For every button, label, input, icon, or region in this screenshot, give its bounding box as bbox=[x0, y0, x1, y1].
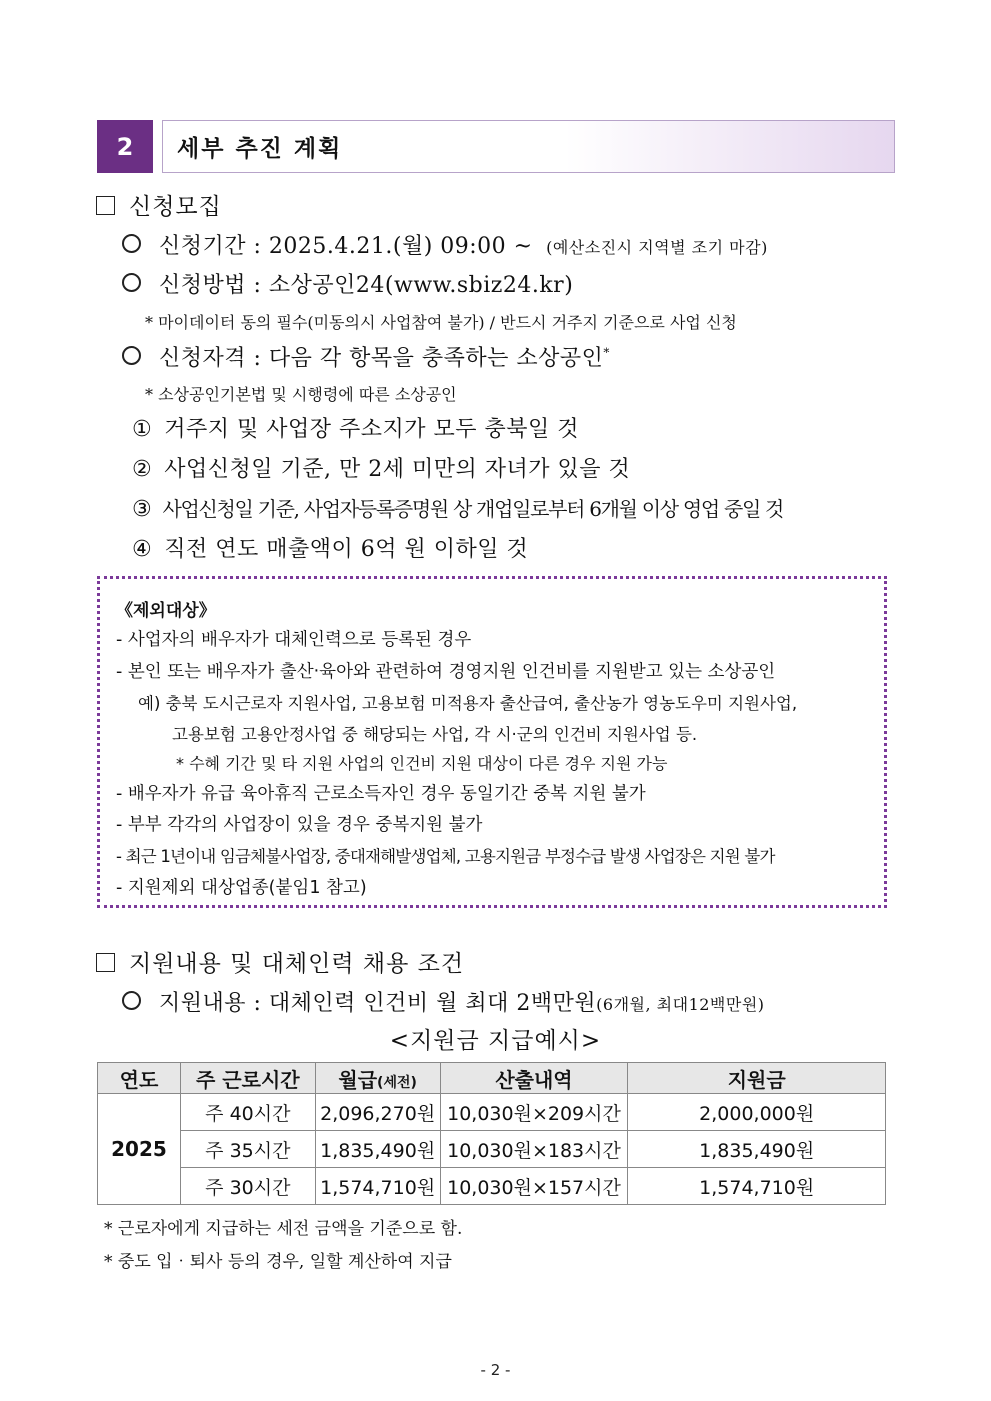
support-example-table bbox=[97, 1062, 886, 1205]
header-calc: 산출내역 bbox=[440, 1063, 628, 1094]
example-title: <지원금 지급예시> bbox=[389, 1028, 602, 1054]
table-row bbox=[98, 1131, 886, 1168]
condition-number: ② bbox=[132, 457, 153, 482]
exclusion-item: - 본인 또는 배우자가 출산‧육아와 관련하여 경영지원 인건비를 지원받고 있는 소상공인 bbox=[116, 662, 776, 682]
circle-bullet-icon bbox=[122, 991, 141, 1010]
header-wage bbox=[315, 1063, 440, 1094]
method-note: * 마이데이터 동의 필수(미동의시 사업참여 불가) / 반드시 거주지 기준으로 사업 신청 bbox=[145, 313, 737, 332]
header-hours: 주 근로시간 bbox=[180, 1063, 315, 1094]
section-title: 세부 추진 계획 bbox=[177, 136, 343, 162]
footnote: * 근로자에게 지급하는 세전 금액을 기준으로 함. bbox=[104, 1219, 463, 1239]
header-amount: 지원금 bbox=[628, 1063, 886, 1094]
wage-cell: 1,835,490원 bbox=[315, 1131, 440, 1168]
amount-cell: 2,000,000원 bbox=[628, 1094, 886, 1131]
condition-text: 사업신청일 기준, 만 2세 미만의 자녀가 있을 것 bbox=[164, 457, 631, 482]
exclusion-item: - 사업자의 배우자가 대체인력으로 등록된 경우 bbox=[116, 630, 472, 650]
exclusion-footnote: * 수혜 기간 및 타 지원 사업의 인건비 지원 대상이 다른 경우 지원 가능 bbox=[176, 754, 668, 773]
calc-cell: 10,030원×157시간 bbox=[440, 1168, 628, 1205]
calc-cell: 10,030원×209시간 bbox=[440, 1094, 628, 1131]
method-line bbox=[122, 268, 573, 299]
condition-text: 거주지 및 사업장 주소지가 모두 충북일 것 bbox=[164, 417, 579, 442]
condition-item bbox=[132, 493, 783, 522]
qualify-line bbox=[122, 341, 610, 372]
footnote: * 중도 입‧퇴사 등의 경우, 일할 계산하여 지급 bbox=[104, 1252, 452, 1272]
circle-bullet-icon bbox=[122, 273, 141, 292]
qualify-star: * bbox=[603, 345, 610, 360]
exclusion-item: - 배우자가 유급 육아휴직 근로소득자인 경우 동일기간 중복 지원 불가 bbox=[116, 784, 646, 804]
period-line bbox=[122, 229, 768, 260]
support-content-line bbox=[122, 986, 765, 1017]
checkbox-square-icon bbox=[96, 196, 115, 215]
support-heading: 지원내용 및 대체인력 채용 조건 bbox=[129, 951, 465, 977]
exclusion-title: 《제외대상》 bbox=[116, 601, 216, 621]
exclusion-item: - 부부 각각의 사업장이 있을 경우 중복지원 불가 bbox=[116, 815, 483, 835]
support-heading-line bbox=[96, 945, 464, 978]
condition-item bbox=[132, 532, 528, 563]
condition-text: 사업신청일 기준, 사업자등록증명원 상 개업일로부터 6개월 이상 영업 중일 것 bbox=[162, 497, 784, 521]
table-row bbox=[98, 1168, 886, 1205]
period-text: 신청기간 : 2025.4.21.(월) 09:00 ~ bbox=[159, 234, 533, 259]
hours-cell: 주 40시간 bbox=[180, 1094, 315, 1131]
condition-number: ① bbox=[132, 417, 153, 442]
exclusion-box bbox=[97, 576, 887, 908]
condition-item bbox=[132, 452, 630, 483]
amount-cell: 1,574,710원 bbox=[628, 1168, 886, 1205]
exclusion-example: 고용보험 고용안정사업 중 해당되는 사업, 각 시‧군의 인건비 지원사업 등. bbox=[172, 725, 698, 744]
condition-number: ④ bbox=[132, 537, 153, 562]
qualify-note: * 소상공인기본법 및 시행령에 따른 소상공인 bbox=[145, 385, 457, 404]
year-cell: 2025 bbox=[98, 1094, 181, 1205]
method-text: 신청방법 : 소상공인24(www.sbiz24.kr) bbox=[159, 273, 574, 298]
circle-bullet-icon bbox=[122, 346, 141, 365]
hours-cell: 주 30시간 bbox=[180, 1168, 315, 1205]
header-wage-sub: (세전) bbox=[377, 1074, 417, 1091]
header-year: 연도 bbox=[98, 1063, 181, 1094]
condition-number: ③ bbox=[132, 497, 151, 522]
recruit-heading-line bbox=[96, 188, 222, 221]
exclusion-example: 예) 충북 도시근로자 지원사업, 고용보험 미적용자 출산급여, 출산농가 영농도우미 지원사업, bbox=[138, 694, 798, 713]
amount-cell: 1,835,490원 bbox=[628, 1131, 886, 1168]
wage-cell: 1,574,710원 bbox=[315, 1168, 440, 1205]
table-row bbox=[98, 1094, 886, 1131]
support-content-note: (6개월, 최대12백만원) bbox=[596, 995, 765, 1014]
checkbox-square-icon bbox=[96, 953, 115, 972]
hours-cell: 주 35시간 bbox=[180, 1131, 315, 1168]
page-number: - 2 - bbox=[480, 1361, 511, 1379]
recruit-heading: 신청모집 bbox=[129, 194, 222, 220]
support-content: 지원내용 : 대체인력 인건비 월 최대 2백만원 bbox=[159, 991, 597, 1016]
exclusion-item: - 지원제외 대상업종(붙임1 참고) bbox=[116, 878, 367, 898]
condition-text: 직전 연도 매출액이 6억 원 이하일 것 bbox=[164, 537, 529, 562]
condition-item bbox=[132, 412, 579, 443]
section-number: 2 bbox=[97, 120, 153, 173]
wage-cell: 2,096,270원 bbox=[315, 1094, 440, 1131]
table-header-row bbox=[98, 1063, 886, 1094]
period-note: (예산소진시 지역별 조기 마감) bbox=[546, 238, 768, 257]
circle-bullet-icon bbox=[122, 234, 141, 253]
header-wage-label: 월급 bbox=[338, 1067, 378, 1092]
section-title-box bbox=[162, 120, 895, 173]
calc-cell: 10,030원×183시간 bbox=[440, 1131, 628, 1168]
exclusion-item: - 최근 1년이내 임금체불사업장, 중대재해발생업체, 고용지원금 부정수급 발생 사업장은 지원 불가 bbox=[116, 847, 775, 866]
qualify-text: 신청자격 : 다음 각 항목을 충족하는 소상공인 bbox=[159, 346, 604, 371]
